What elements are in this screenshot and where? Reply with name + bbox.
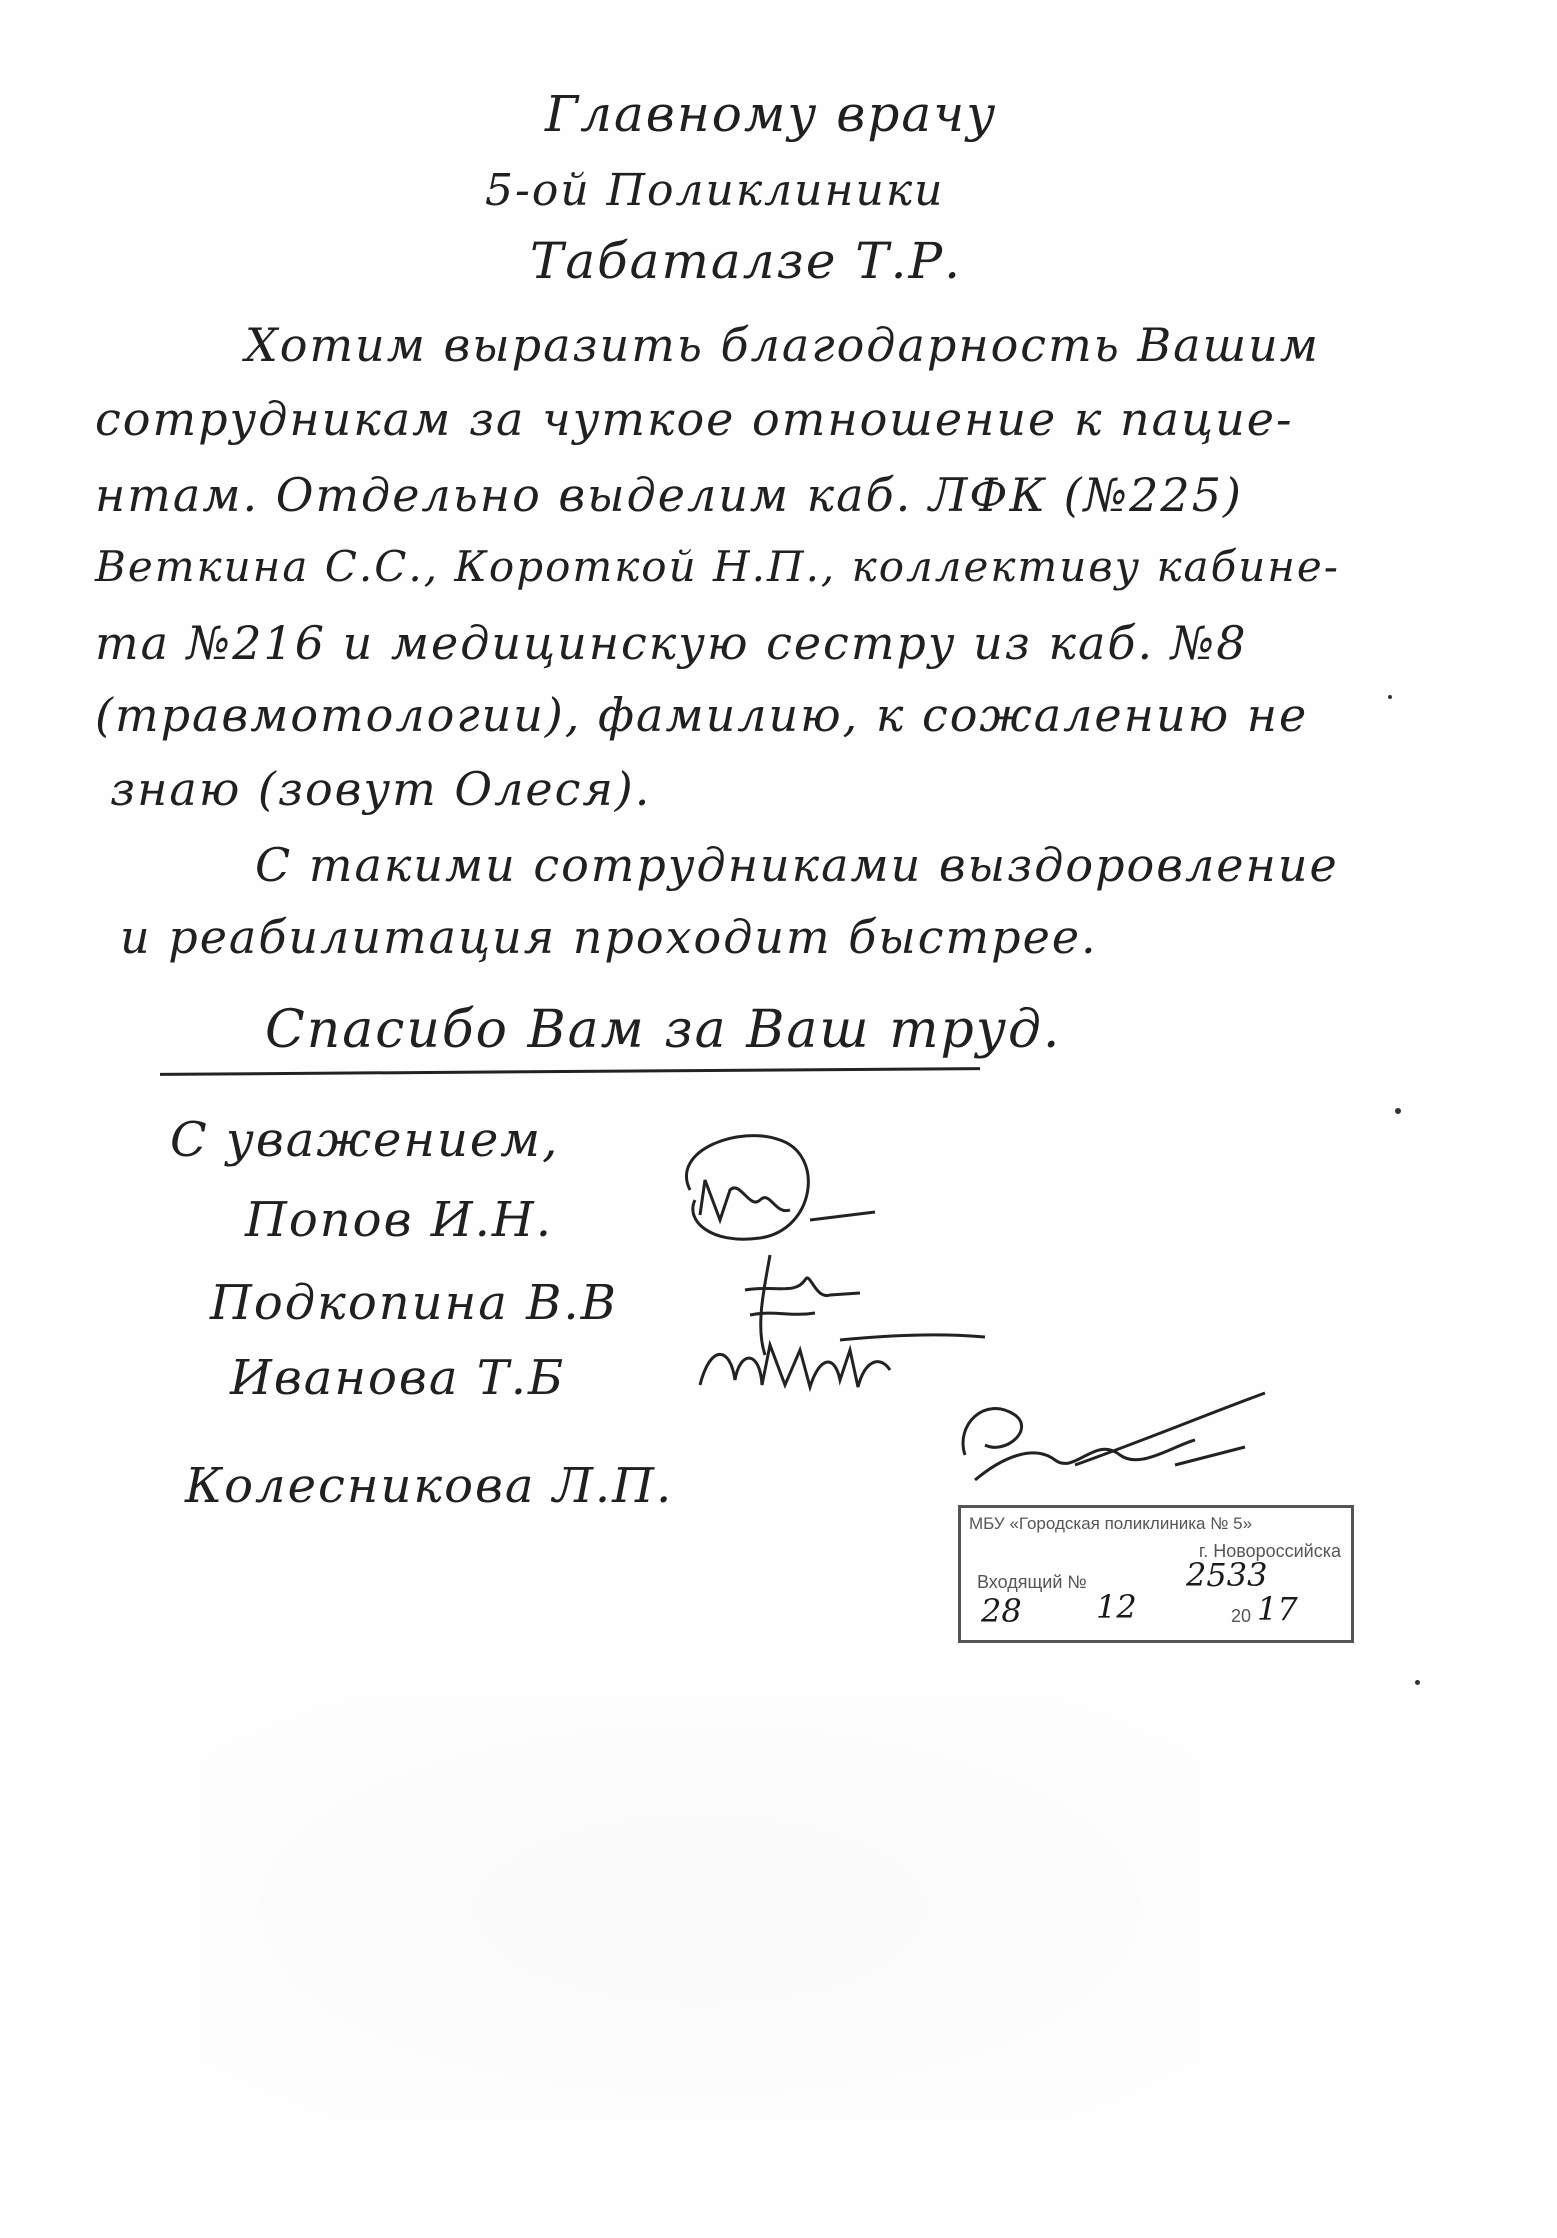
ink-dot [1415, 1680, 1420, 1685]
addressee-line-2: 5-ой Поликлиники [485, 165, 945, 216]
stamp-incoming-number: 2533 [1186, 1556, 1268, 1594]
body-line: Веткина С.С., Короткой Н.П., коллективу кабине- [95, 542, 1340, 591]
signatory-name: Колесникова Л.П. [185, 1458, 674, 1514]
stamp-year-suffix: 17 [1257, 1590, 1298, 1628]
closing-line: С уважением, [170, 1112, 560, 1168]
body-line: знаю (зовут Олеся). [110, 762, 652, 816]
addressee-line-3: Табаталзе Т.Р. [530, 232, 963, 290]
ink-dot [1388, 695, 1392, 699]
ink-dot [1395, 1108, 1401, 1114]
stamp-date-month: 12 [1096, 1588, 1137, 1626]
signatory-name: Иванова Т.Б [230, 1350, 566, 1406]
stamp-incoming-label: Входящий № [977, 1572, 1087, 1592]
addressee-line-1: Главному врачу [545, 85, 998, 143]
body-line: Хотим выразить благодарность Вашим [245, 318, 1320, 372]
scan-smudge [200, 1700, 1200, 2120]
body-line: С такими сотрудниками выздоровление [255, 838, 1339, 892]
signatory-name: Попов И.Н. [245, 1192, 553, 1248]
body-line: нтам. Отдельно выделим каб. ЛФК (№225) [95, 468, 1243, 522]
stamp-organization: МБУ «Городская поликлиника № 5» [969, 1514, 1253, 1533]
incoming-stamp [958, 1505, 1354, 1643]
divider-line [160, 1067, 980, 1076]
thanks-line: Спасибо Вам за Ваш труд. [265, 1000, 1062, 1060]
body-line: (травмотологии), фамилию, к сожалению не [95, 688, 1309, 742]
stamp-date-day: 28 [981, 1592, 1022, 1630]
body-line: и реабилитация проходит быстрее. [120, 910, 1098, 964]
body-line: сотрудникам за чуткое отношение к пацие- [95, 392, 1294, 446]
signature-mark-1 [650, 1120, 880, 1260]
stamp-city: г. Новороссийска [1198, 1541, 1341, 1561]
stamp-year-prefix: 20 [1231, 1606, 1252, 1626]
signature-mark-4 [945, 1385, 1275, 1505]
signatory-name: Подкопина В.В [210, 1275, 618, 1331]
body-line: та №216 и медицинскую сестру из каб. №8 [95, 616, 1248, 670]
